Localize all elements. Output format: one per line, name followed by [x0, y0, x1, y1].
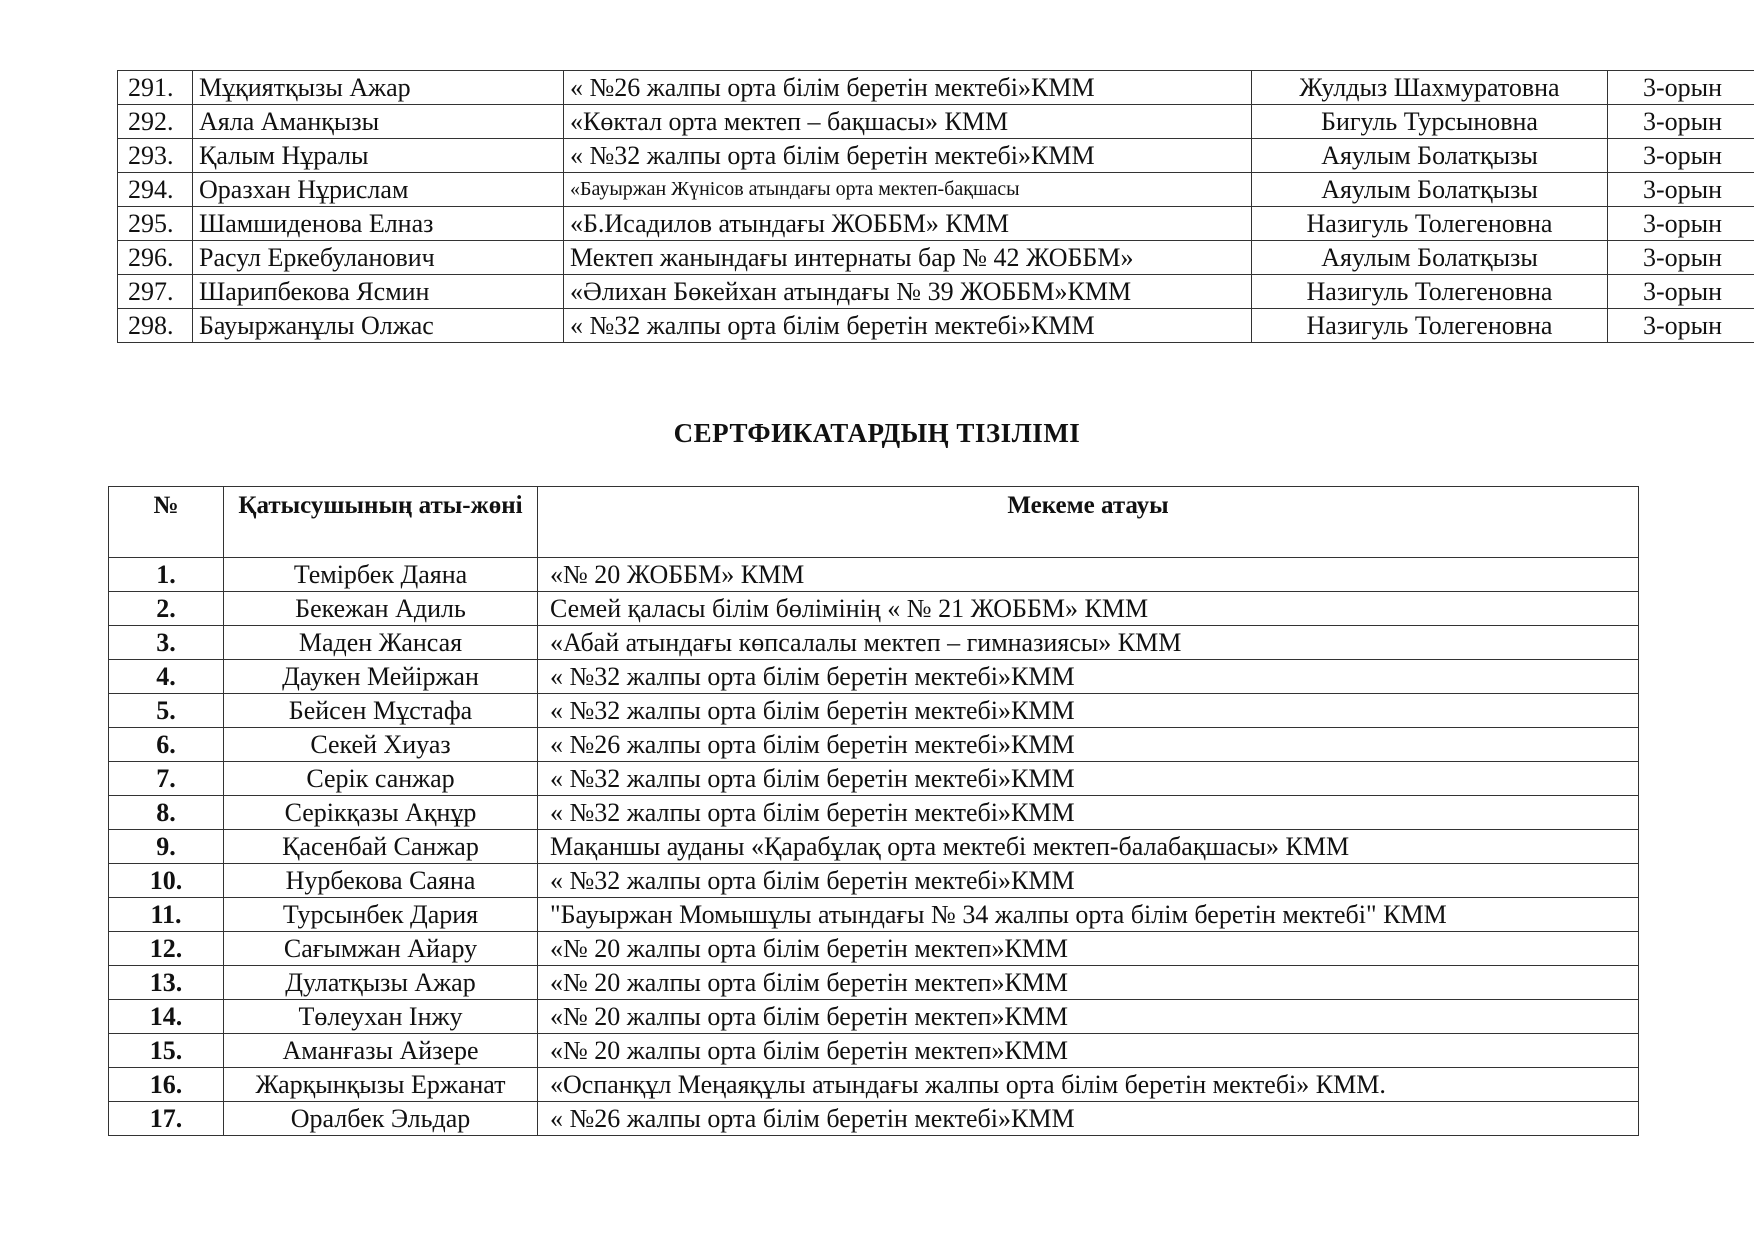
institution-name: «№ 20 ЖОББМ» КММ	[538, 558, 1639, 592]
place-result: 3-орын	[1608, 139, 1754, 173]
place-result: 3-орын	[1608, 173, 1754, 207]
participant-name: Темірбек Даяна	[224, 558, 538, 592]
participant-name: Шамшиденова Елназ	[193, 207, 564, 241]
row-number: 295.	[118, 207, 193, 241]
teacher-name: Бигуль Турсыновна	[1252, 105, 1608, 139]
place-result: 3-орын	[1608, 207, 1754, 241]
row-number: 17.	[109, 1102, 224, 1136]
table-row	[109, 694, 1639, 728]
place-result: 3-орын	[1608, 309, 1754, 343]
place-result: 3-орын	[1608, 275, 1754, 309]
row-number: 298.	[118, 309, 193, 343]
table-row	[109, 1102, 1639, 1136]
teacher-name: Назигуль Толегеновна	[1252, 207, 1608, 241]
table-row	[109, 558, 1639, 592]
table-row	[118, 207, 1754, 241]
row-number: 13.	[109, 966, 224, 1000]
institution-name: «Бауыржан Жүнісов атындағы орта мектеп-бақшасы	[564, 173, 1252, 207]
participant-name: Қалым Нұралы	[193, 139, 564, 173]
institution-name: « №32 жалпы орта білім беретін мектебі»КММ	[538, 796, 1639, 830]
place-result: 3-орын	[1608, 241, 1754, 275]
participant-name: Секей Хиуаз	[224, 728, 538, 762]
participant-name: Аманғазы Айзере	[224, 1034, 538, 1068]
institution-name: « №32 жалпы орта білім беретін мектебі»КММ	[538, 864, 1639, 898]
institution-name: «№ 20 жалпы орта білім беретін мектеп»КММ	[538, 966, 1639, 1000]
row-number: 297.	[118, 275, 193, 309]
participant-name: Мұқиятқызы Ажар	[193, 71, 564, 105]
header-org: Мекеме атауы	[538, 487, 1639, 558]
row-number: 16.	[109, 1068, 224, 1102]
participant-name: Дулатқызы Ажар	[224, 966, 538, 1000]
institution-name: « №32 жалпы орта білім беретін мектебі»КММ	[564, 139, 1252, 173]
header-num: №	[109, 487, 224, 558]
teacher-name: Жулдыз Шахмуратовна	[1252, 71, 1608, 105]
row-number: 292.	[118, 105, 193, 139]
institution-name: «Б.Исадилов атындағы ЖОББМ» КММ	[564, 207, 1252, 241]
participant-name: Аяла Аманқызы	[193, 105, 564, 139]
table-row	[109, 660, 1639, 694]
table-row	[118, 241, 1754, 275]
row-number: 294.	[118, 173, 193, 207]
institution-name: Семей қаласы білім бөлімінің « № 21 ЖОББМ» КММ	[538, 592, 1639, 626]
participant-name: Сағымжан Айару	[224, 932, 538, 966]
place-result: 3-орын	[1608, 71, 1754, 105]
institution-name: "Бауыржан Момышұлы атындағы № 34 жалпы орта білім беретін мектебі" КММ	[538, 898, 1639, 932]
place-result: 3-орын	[1608, 105, 1754, 139]
table-header-row	[109, 487, 1639, 558]
teacher-name: Аяулым Болатқызы	[1252, 139, 1608, 173]
table-row	[109, 592, 1639, 626]
table-row	[109, 1034, 1639, 1068]
row-number: 6.	[109, 728, 224, 762]
teacher-name: Аяулым Болатқызы	[1252, 173, 1608, 207]
results-table-body	[118, 71, 1754, 343]
table-row	[109, 796, 1639, 830]
institution-name: « №26 жалпы орта білім беретін мектебі»КММ	[538, 728, 1639, 762]
participant-name: Турсынбек Дария	[224, 898, 538, 932]
institution-name: «№ 20 жалпы орта білім беретін мектеп»КММ	[538, 1034, 1639, 1068]
institution-name: « №26 жалпы орта білім беретін мектебі»КММ	[538, 1102, 1639, 1136]
institution-name: «Абай атындағы көпсалалы мектеп – гимназиясы» КММ	[538, 626, 1639, 660]
institution-name: « №26 жалпы орта білім беретін мектебі»КММ	[564, 71, 1252, 105]
row-number: 3.	[109, 626, 224, 660]
row-number: 291.	[118, 71, 193, 105]
participant-name: Жарқынқызы Ержанат	[224, 1068, 538, 1102]
institution-name: «Әлихан Бөкейхан атындағы № 39 ЖОББМ»КММ	[564, 275, 1252, 309]
participant-name: Расул Еркебуланович	[193, 241, 564, 275]
table-row	[109, 898, 1639, 932]
row-number: 10.	[109, 864, 224, 898]
certificates-table-body	[109, 558, 1639, 1136]
row-number: 7.	[109, 762, 224, 796]
row-number: 15.	[109, 1034, 224, 1068]
row-number: 11.	[109, 898, 224, 932]
participant-name: Маден Жансая	[224, 626, 538, 660]
institution-name: « №32 жалпы орта білім беретін мектебі»КММ	[538, 694, 1639, 728]
table-row	[118, 71, 1754, 105]
certificates-table	[108, 486, 1639, 1136]
table-row	[118, 275, 1754, 309]
row-number: 2.	[109, 592, 224, 626]
participant-name: Серікқазы Ақнұр	[224, 796, 538, 830]
results-table	[117, 70, 1754, 343]
institution-name: Мақаншы ауданы «Қарабұлақ орта мектебі мектеп-балабақшасы» КММ	[538, 830, 1639, 864]
table-row	[118, 309, 1754, 343]
institution-name: «Оспанқұл Меңаяқұлы атындағы жалпы орта білім беретін мектебі» КММ.	[538, 1068, 1639, 1102]
participant-name: Шарипбекова Ясмин	[193, 275, 564, 309]
institution-name: «Көктал орта мектеп – бақшасы» КММ	[564, 105, 1252, 139]
institution-name: «№ 20 жалпы орта білім беретін мектеп»КММ	[538, 932, 1639, 966]
participant-name: Даукен Мейіржан	[224, 660, 538, 694]
participant-name: Серік санжар	[224, 762, 538, 796]
header-name: Қатысушының аты-жөні	[224, 487, 538, 558]
row-number: 4.	[109, 660, 224, 694]
row-number: 5.	[109, 694, 224, 728]
row-number: 1.	[109, 558, 224, 592]
table-row	[118, 105, 1754, 139]
table-row	[109, 762, 1639, 796]
table-row	[118, 139, 1754, 173]
table-row	[109, 966, 1639, 1000]
teacher-name: Назигуль Толегеновна	[1252, 309, 1608, 343]
table-row	[109, 728, 1639, 762]
participant-name: Оралбек Эльдар	[224, 1102, 538, 1136]
institution-name: «№ 20 жалпы орта білім беретін мектеп»КММ	[538, 1000, 1639, 1034]
participant-name: Бейсен Мұстафа	[224, 694, 538, 728]
institution-name: « №32 жалпы орта білім беретін мектебі»КММ	[564, 309, 1252, 343]
participant-name: Қасенбай Санжар	[224, 830, 538, 864]
teacher-name: Назигуль Толегеновна	[1252, 275, 1608, 309]
table-row	[109, 932, 1639, 966]
participant-name: Нурбекова Саяна	[224, 864, 538, 898]
institution-name: « №32 жалпы орта білім беретін мектебі»КММ	[538, 762, 1639, 796]
participant-name: Оразхан Нұрислам	[193, 173, 564, 207]
row-number: 8.	[109, 796, 224, 830]
row-number: 293.	[118, 139, 193, 173]
teacher-name: Аяулым Болатқызы	[1252, 241, 1608, 275]
row-number: 9.	[109, 830, 224, 864]
participant-name: Бекежан Адиль	[224, 592, 538, 626]
table-row	[109, 830, 1639, 864]
table-row	[109, 1000, 1639, 1034]
section-title: СЕРТФИКАТАРДЫҢ ТІЗІЛІМІ	[673, 418, 1081, 448]
institution-name: Мектеп жанындағы интернаты бар № 42 ЖОББМ»	[564, 241, 1252, 275]
participant-name: Төлеухан Інжу	[224, 1000, 538, 1034]
table-row	[118, 173, 1754, 207]
institution-name: « №32 жалпы орта білім беретін мектебі»КММ	[538, 660, 1639, 694]
row-number: 296.	[118, 241, 193, 275]
table-row	[109, 864, 1639, 898]
table-row	[109, 626, 1639, 660]
participant-name: Бауыржанұлы Олжас	[193, 309, 564, 343]
table-row	[109, 1068, 1639, 1102]
row-number: 12.	[109, 932, 224, 966]
row-number: 14.	[109, 1000, 224, 1034]
